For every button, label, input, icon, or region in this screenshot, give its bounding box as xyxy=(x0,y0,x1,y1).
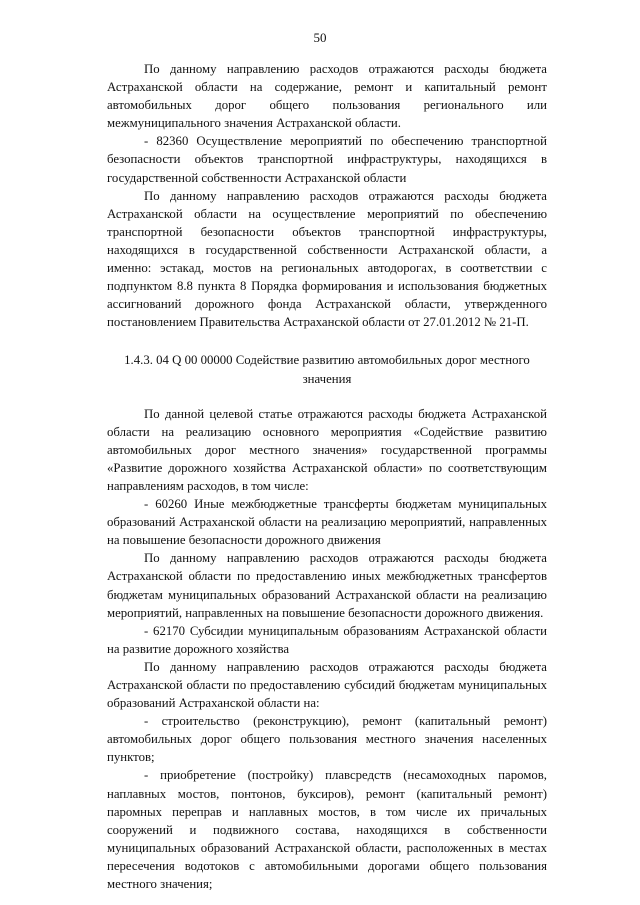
list-item: - строительство (реконструкцию), ремонт (капитальный ремонт) автомобильных дорог общего пользования местного значения населенных пунктов; xyxy=(107,714,547,765)
paragraph: По данному направлению расходов отражаются расходы бюджета Астраханской области на осуществление мероприятий по обеспечению транспортной безопасности объектов транспортной инфраструктуры, находящихся в государственной собственности Астраханской области, а именно: эстакад, мостов на региональных автодорогах, в соответствии с подпунктом 8.8 пункта 8 Порядка формирования и использования бюджетных ассигнований дорожного фонда Астраханской области, утвержденного постановлением Правительства Астраханской области от 27.01.2012 № 21-П. xyxy=(107,188,547,330)
paragraph: По данному направлению расходов отражаются расходы бюджета Астраханской области на содержание, ремонт и капитальный ремонт автомобильных дорог общего пользования регионального или межмуниципального значения Астраханской области. xyxy=(107,62,547,131)
paragraph: По данной целевой статье отражаются расходы бюджета Астраханской области на реализацию основного мероприятия «Содействие развитию автомобильных дорог местного значения» государственной программы «Развитие дорожного хозяйства Астраханской области» по соответствующим направлениям расходов, в том числе: xyxy=(107,406,547,493)
list-item-62170: - 62170 Субсидии муниципальным образованиям Астраханской области на развитие дорожного хозяйства xyxy=(107,623,547,656)
list-item: - приобретение (постройку) плавсредств (несамоходных паромов, наплавных мостов, понтонов, буксиров), ремонт (капитальный ремонт) паромных переправ и наплавных мостов, в том числе их причальных сооружений и подвижного состава, находящихся в собственности муниципальных образований Астраханской области, расположенных в местах пересечения водотоков с автомобильными дорогами общего пользования местного значения; xyxy=(107,768,547,892)
list-item-82360: - 82360 Осуществление мероприятий по обеспечению транспортной безопасности объектов транспортной инфраструктуры, находящихся в государственной собственности Астраханской области xyxy=(107,134,547,185)
list-item-60260: - 60260 Иные межбюджетные трансферты бюджетам муниципальных образований Астраханской области на реализацию мероприятий, направленных на повышение безопасности дорожного движения xyxy=(107,497,547,548)
paragraph: По данному направлению расходов отражаются расходы бюджета Астраханской области по предоставлению иных межбюджетных трансфертов бюджетам муниципальных образований Астраханской области на реализацию мероприятий, направленных на повышение безопасности дорожного движения. xyxy=(107,551,547,620)
section-heading: 1.4.3. 04 Q 00 00000 Содействие развитию автомобильных дорог местного значения xyxy=(124,353,530,386)
document-body xyxy=(107,60,547,893)
page-number: 50 xyxy=(313,30,327,45)
paragraph: По данному направлению расходов отражаются расходы бюджета Астраханской области по предоставлению субсидий бюджетам муниципальных образований Астраханской области на: xyxy=(107,659,547,711)
